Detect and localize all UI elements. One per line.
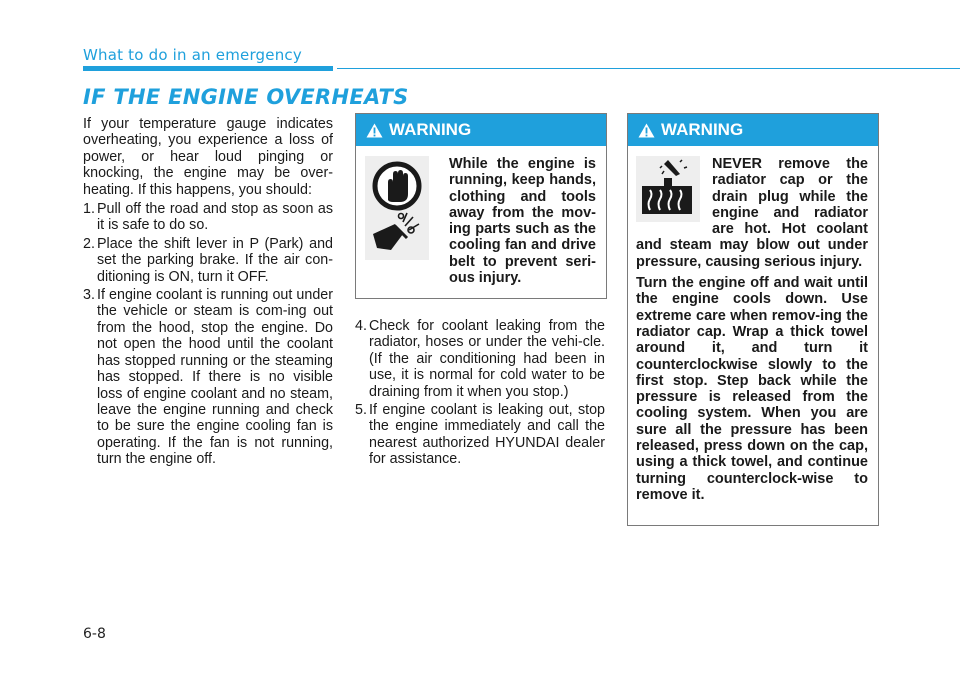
step-text: If engine coolant is running out under the vehicle or steam is com-ing out from the hood, stop the engine. Do not open the hood until the coolant has stopped running or the steaming has stopped. If there is no visible loss of engine coolant and no steam, leave the engine running and check to be sure the engine cooling fan is operating. If the fan is not running, turn the engine off. — [97, 287, 333, 468]
header-bar-thin — [337, 68, 960, 69]
step-item — [355, 318, 605, 400]
step-number: 1. — [83, 201, 95, 218]
warning-body — [356, 146, 606, 286]
warning-text: Turn the engine off and wait until the engine cools down. Use extreme care when remov-ing the radiator cap. Wrap a thick towel around it, and turn it counterclockwise slowly to the first stop. Step back while the pressure is released from the cooling system. When you are sure all the pressure has been released, press down on the cap, using a thick towel, and continue turning counterclock-wise to remove it. — [636, 275, 868, 503]
step-text: If engine coolant is leaking out, stop the engine immediately and call the nearest authorized HYUNDAI dealer for assistance. — [369, 402, 605, 468]
header-bar-thick — [83, 66, 333, 71]
step-number: 5. — [355, 402, 367, 419]
warning-text: While the engine is running, keep hands, clothing and tools away from the mov-ing parts such as the cooling fan and drive belt to prevent seri-ous injury. — [449, 156, 596, 287]
step-text: Pull off the road and stop as soon as it is safe to do so. — [97, 201, 333, 234]
step-item — [83, 201, 333, 234]
warning-box-cooling-fan — [355, 113, 607, 299]
warning-triangle-icon — [366, 123, 383, 138]
warning-label: WARNING — [661, 120, 744, 139]
warning-label: WARNING — [389, 120, 472, 139]
page-number: 6-8 — [83, 626, 106, 642]
warning-body — [628, 146, 878, 503]
step-number: 2. — [83, 235, 95, 252]
radiator-hot-icon — [636, 156, 700, 222]
left-column — [83, 116, 333, 470]
section-label: What to do in an emergency — [83, 46, 302, 64]
warning-text: NEVER remove the radiator cap or the drain plug while the engine and radiator are hot. Hot coolant and steam may blow out under pressure, causing serious injury. — [636, 156, 868, 270]
warning-header — [356, 114, 606, 146]
step-number: 4. — [355, 318, 367, 334]
step-item — [355, 402, 605, 468]
step-item — [83, 236, 333, 285]
warning-triangle-icon — [638, 123, 655, 138]
step-text: Check for coolant leaking from the radiator, hoses or under the vehi-cle. (If the air conditioning had been in use, it is normal for cold water to be draining from it when you stop.) — [369, 318, 605, 400]
warning-header — [628, 114, 878, 146]
steps-list-part-2 — [355, 318, 605, 468]
page-title: IF THE ENGINE OVERHEATS — [83, 85, 409, 109]
steps-list-part-1 — [83, 201, 333, 468]
middle-column — [355, 318, 605, 470]
step-text: Place the shift lever in P (Park) and set the parking brake. If the air con-ditioning is ON, turn it OFF. — [97, 235, 333, 285]
step-number: 3. — [83, 287, 95, 304]
glove-stop-fan-icon — [365, 156, 429, 260]
intro-paragraph: If your temperature gauge indicates overheating, you experience a loss of power, or hear loud pinging or knocking, the engine may be over-heating. If this happens, you should: — [83, 116, 333, 198]
warning-box-radiator — [627, 113, 879, 526]
step-item — [83, 287, 333, 467]
